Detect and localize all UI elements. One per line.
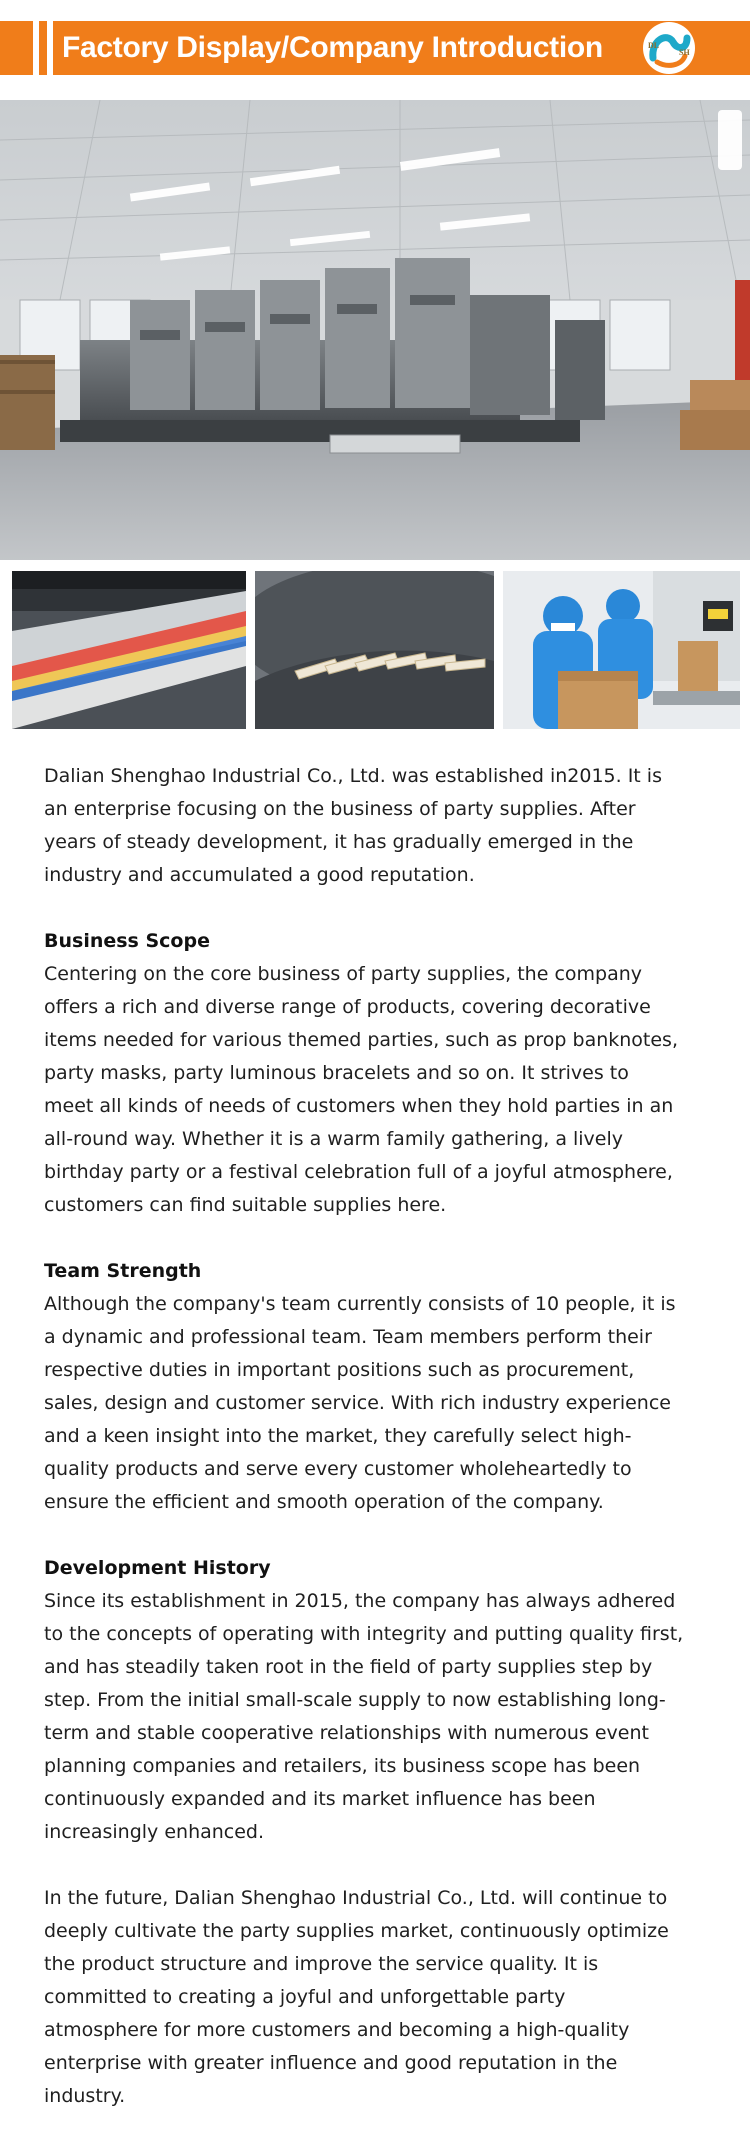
logo-initials-right: SH: [679, 48, 690, 57]
section-heading-team-strength: Team Strength: [44, 1260, 202, 1282]
logo-initials-left: DL: [648, 41, 660, 50]
workers-packing-boxes-photo: [503, 571, 740, 729]
company-introduction-text: [44, 760, 684, 2113]
banner-stripe: [33, 21, 39, 75]
factory-printing-press-photo: [0, 100, 750, 560]
printed-sheets-conveyor-photo: [255, 571, 494, 729]
section-body-team-strength: Although the company's team currently consists of 10 people, it is a dynamic and professional team. Team members perform their respective duties in important positions such as procurement, sales, design and customer service. With rich industry experience and a keen insight into the market, they carefully select high-quality products and serve every customer wholeheartedly to ensure the efficient and smooth operation of the company.: [44, 1293, 676, 1513]
company-logo: [643, 22, 695, 74]
banner-stripe: [47, 21, 53, 75]
banner-title: Factory Display/Company Introduction: [62, 31, 603, 64]
section-body-business-scope: Centering on the core business of party supplies, the company offers a rich and diverse range of products, covering decorative items needed for various themed parties, such as prop banknotes, party masks, party luminous bracelets and so on. It strives to meet all kinds of needs of customers when they hold parties in an all-round way. Whether it is a warm family gathering, a lively birthday party or a festival celebration full of a joyful atmosphere, customers can find suitable supplies here.: [44, 963, 678, 1216]
section-heading-development-history: Development History: [44, 1557, 271, 1579]
printing-rollers-photo: [12, 571, 246, 729]
closing-paragraph: In the future, Dalian Shenghao Industrial Co., Ltd. will continue to deeply cultivate the party supplies market, continuously optimize the product structure and improve the service quality. It is committed to creating a joyful and unforgettable party atmosphere for more customers and becoming a high-quality enterprise with greater influence and good reputation in the industry.: [44, 1887, 669, 2107]
intro-paragraph: Dalian Shenghao Industrial Co., Ltd. was established in2015. It is an enterprise focusing on the business of party supplies. After years of steady development, it has gradually emerged in the industry and accumulated a good reputation.: [44, 765, 662, 886]
section-heading-business-scope: Business Scope: [44, 930, 210, 952]
section-body-development-history: Since its establishment in 2015, the company has always adhered to the concepts of operating with integrity and putting quality first, and has steadily taken root in the field of party supplies step by step. From the initial small-scale supply to now establishing long-term and stable cooperative relationships with numerous event planning companies and retailers, its business scope has been continuously expanded and its market influence has been increasingly enhanced.: [44, 1590, 684, 1843]
section-banner: [0, 21, 750, 75]
